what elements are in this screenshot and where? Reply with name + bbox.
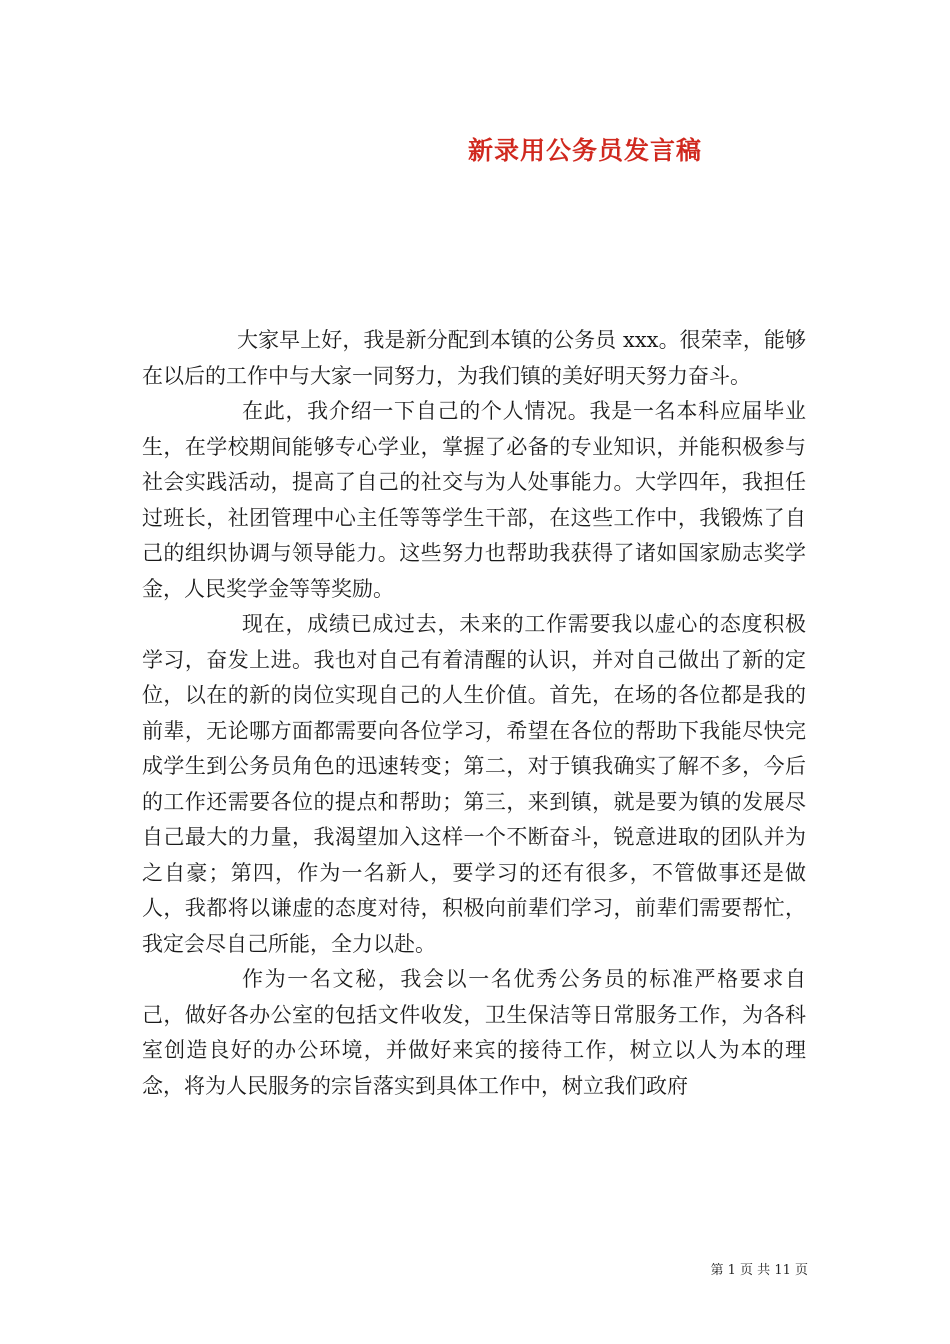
paragraph-goals: 现在，成绩已成过去，未来的工作需要我以虚心的态度积极学习，奋发上进。我也对自己有着清醒的认识，并对自己做出了新的定位，以在的新的岗位实现自己的人生价值。首先，在场的各位都是我的前辈，无论哪方面都需要向各位学习，希望在各位的帮助下我能尽快完成学生到公务员角色的迅速转变；第二，对于镇我确实了解不多，今后的工作还需要各位的提点和帮助；第三，来到镇，就是要为镇的发展尽自己最大的力量，我渴望加入这样一个不断奋斗，锐意进取的团队并为之自豪；第四，作为一名新人，要学习的还有很多，不管做事还是做人，我都将以谦虚的态度对待，积极向前辈们学习，前辈们需要帮忙，我定会尽自己所能，全力以赴。 <box>142 612 806 956</box>
page-number-footer: 第 1 页 共 11 页 <box>710 1263 808 1278</box>
paragraph-greeting: 大家早上好，我是新分配到本镇的公务员 xxx。很荣幸，能够在以后的工作中与大家一同努力，为我们镇的美好明天努力奋斗。 <box>142 328 806 388</box>
paragraph-duties: 作为一名文秘，我会以一名优秀公务员的标准严格要求自己，做好各办公室的包括文件收发，卫生保洁等日常服务工作，为各科室创造良好的办公环境，并做好来宾的接待工作，树立以人为本的理念，将为人民服务的宗旨落实到具体工作中，树立我们政府 <box>142 967 806 1098</box>
paragraph-introduction: 在此，我介绍一下自己的个人情况。我是一名本科应届毕业生，在学校期间能够专心学业，掌握了必备的专业知识，并能积极参与社会实践活动，提高了自己的社交与为人处事能力。大学四年，我担任过班长，社团管理中心主任等等学生干部，在这些工作中，我锻炼了自己的组织协调与领导能力。这些努力也帮助我获得了诸如国家励志奖学金，人民奖学金等等奖励。 <box>142 399 806 601</box>
document-body <box>142 323 806 1104</box>
document-title: 新录用公务员发言稿 <box>467 136 702 165</box>
